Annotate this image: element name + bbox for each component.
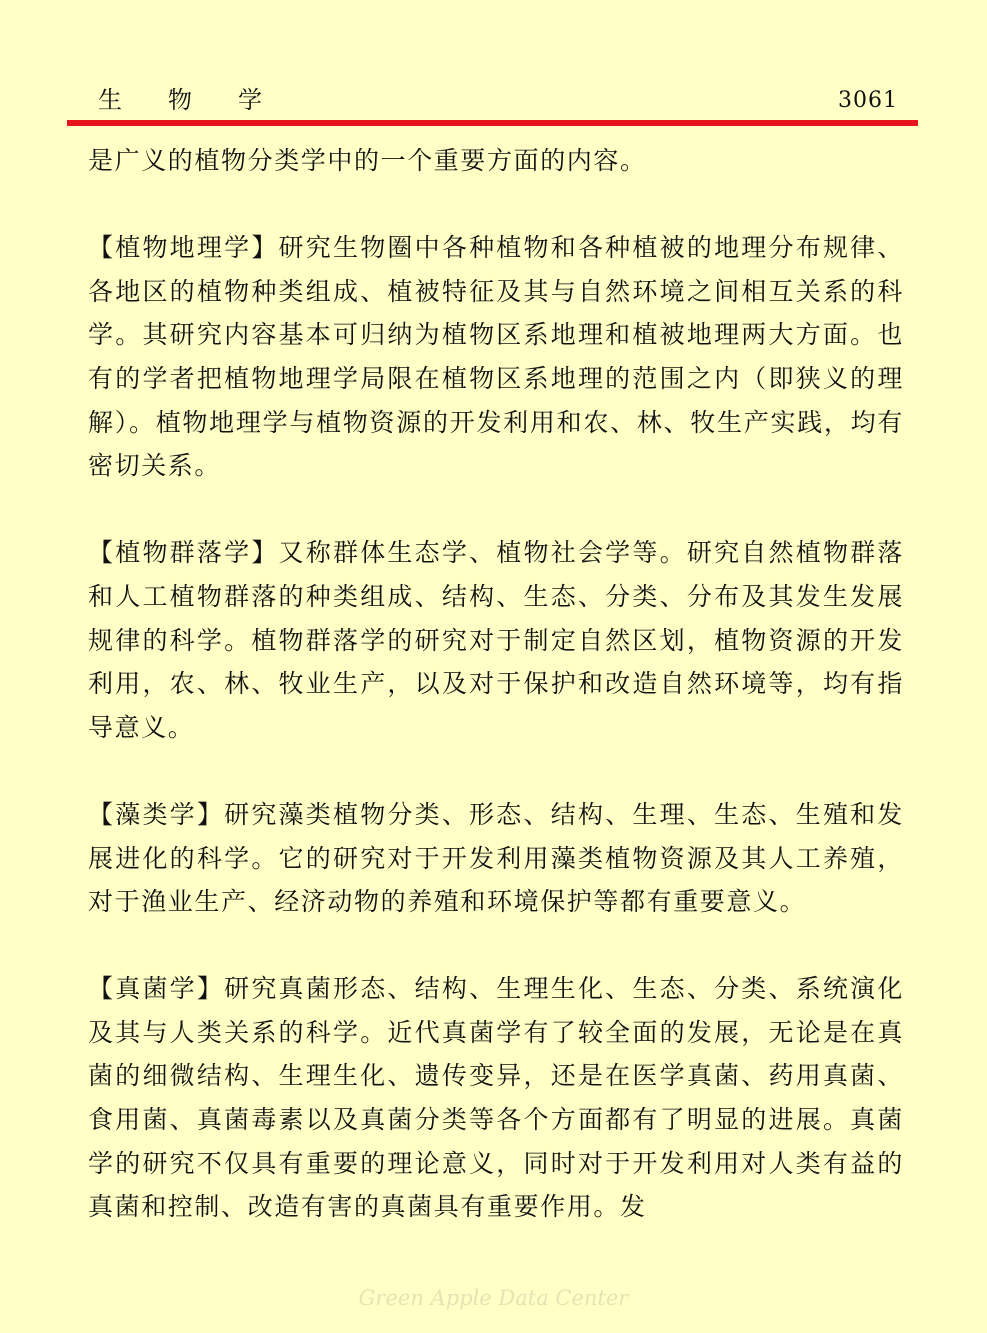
- section-title: 生物学: [98, 86, 308, 114]
- paragraph-phycology: 【藻类学】研究藻类植物分类、形态、结构、生理、生态、生殖和发展进化的科学。它的研究对于开发利用藻类植物资源及其人工养殖，对于渔业生产、经济动物的养殖和环境保护等都有重要意义。: [88, 799, 904, 917]
- paragraph-plant-geography: 【植物地理学】研究生物圈中各种植物和各种植被的地理分布规律、各地区的植物种类组成、植被特征及其与自然环境之间相互关系的科学。其研究内容基本可归纳为植物区系地理和植被地理两大方面。也有的学者把植物地理学局限在植物区系地理的范围之内（即狭义的理解）。植物地理学与植物资源的开发利用和农、林、牧生产实践，均有密切关系。: [88, 233, 904, 481]
- page-number: 3061: [838, 88, 898, 113]
- watermark: Green Apple Data Center: [358, 1286, 629, 1310]
- header-rule: [67, 120, 918, 126]
- paragraph-plant-community: 【植物群落学】又称群体生态学、植物社会学等。研究自然植物群落和人工植物群落的种类组成、结构、生态、分类、分布及其发生发展规律的科学。植物群落学的研究对于制定自然区划，植物资源的开发利用，农、林、牧业生产，以及对于保护和改造自然环境等，均有指导意义。: [88, 538, 904, 742]
- article-body: [88, 139, 904, 1272]
- paragraph-continuation: 是广义的植物分类学中的一个重要方面的内容。: [88, 146, 647, 175]
- page-header: [98, 84, 898, 116]
- paragraph-mycology: 【真菌学】研究真菌形态、结构、生理生化、生态、分类、系统演化及其与人类关系的科学。近代真菌学有了较全面的发展，无论是在真菌的细微结构、生理生化、遗传变异，还是在医学真菌、药用真菌、食用菌、真菌毒素以及真菌分类等各个方面都有了明显的进展。真菌学的研究不仅具有重要的理论意义，同时对于开发利用对人类有益的真菌和控制、改造有害的真菌具有重要作用。发: [88, 974, 904, 1222]
